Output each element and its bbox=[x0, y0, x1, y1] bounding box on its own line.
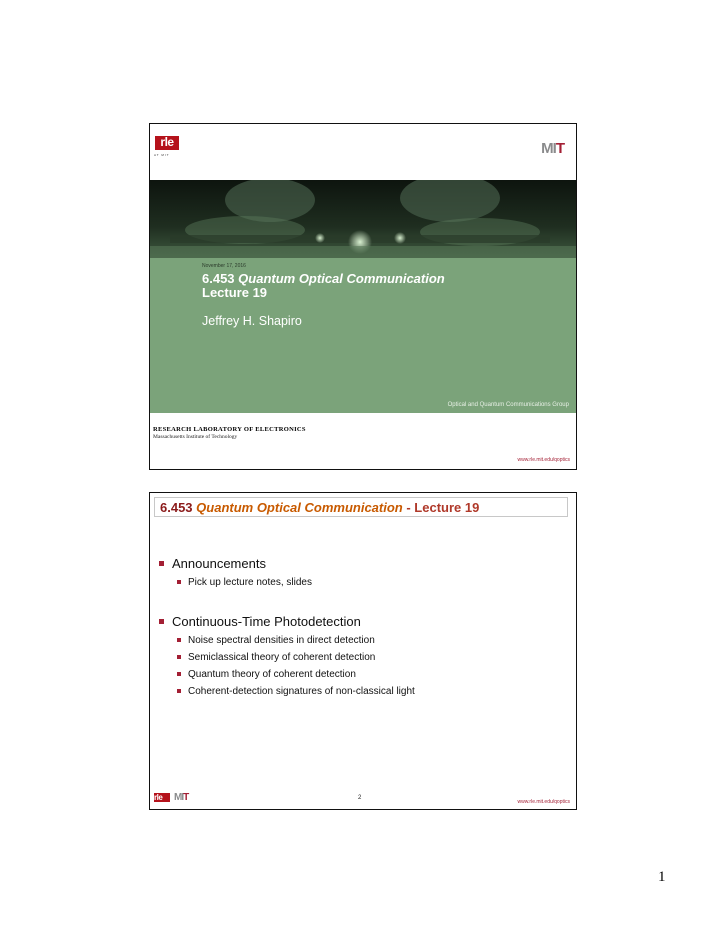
outline-section bbox=[156, 614, 556, 697]
mit-logo-mi: MI bbox=[541, 140, 556, 157]
list-item: Coherent-detection signatures of non-classical light bbox=[172, 686, 556, 697]
footer-mit-logo bbox=[174, 792, 188, 803]
author: Jeffrey H. Shapiro bbox=[202, 314, 302, 328]
title-course: 6.453 bbox=[160, 500, 197, 515]
mit-logo-t: T bbox=[555, 140, 564, 157]
course-name: Quantum Optical Communication bbox=[238, 271, 445, 286]
lecture-number: Lecture 19 bbox=[202, 285, 268, 300]
lab-name: RESEARCH LABORATORY OF ELECTRONICS bbox=[153, 426, 306, 433]
lab-footer bbox=[153, 426, 306, 440]
lecture-title bbox=[202, 272, 445, 300]
list-item: Semiclassical theory of coherent detection bbox=[172, 652, 556, 663]
page-number: 1 bbox=[658, 869, 666, 885]
list-item: Noise spectral densities in direct detection bbox=[172, 635, 556, 646]
section-items bbox=[172, 635, 556, 697]
group-name: Optical and Quantum Communications Group bbox=[447, 402, 569, 408]
slide-title bbox=[160, 500, 479, 515]
slide-title-box bbox=[154, 497, 568, 517]
title-lecture: - Lecture 19 bbox=[402, 500, 480, 515]
lecture-date: November 17, 2016 bbox=[202, 263, 246, 269]
title-course-name: Quantum Optical Communication bbox=[196, 500, 403, 515]
section-heading: Announcements bbox=[172, 556, 266, 571]
title-slide bbox=[149, 123, 577, 470]
outline-list bbox=[156, 556, 556, 703]
rle-logo: rle bbox=[155, 136, 179, 150]
title-panel bbox=[150, 258, 576, 413]
institute-name: Massachusetts Institute of Technology bbox=[153, 434, 238, 440]
lab-photo-graphic bbox=[150, 180, 576, 258]
section-items bbox=[172, 577, 556, 588]
outline-slide bbox=[149, 492, 577, 810]
footer-mit-t: T bbox=[183, 792, 189, 803]
footer-rle-logo: rle bbox=[154, 793, 170, 802]
slide-number: 2 bbox=[358, 795, 362, 801]
list-item: Quantum theory of coherent detection bbox=[172, 669, 556, 680]
mit-logo bbox=[541, 140, 564, 157]
website-link[interactable]: www.rle.mit.edu/qoptics bbox=[517, 457, 570, 463]
outline-section bbox=[156, 556, 556, 588]
list-item: Pick up lecture notes, slides bbox=[172, 577, 556, 588]
spacer bbox=[156, 594, 556, 614]
website-link[interactable]: www.rle.mit.edu/qoptics bbox=[517, 799, 570, 805]
lab-photo bbox=[150, 180, 576, 258]
rle-logo-subtitle: AT MIT bbox=[154, 153, 170, 157]
footer-mit-mi: MI bbox=[174, 792, 184, 803]
course-number: 6.453 bbox=[202, 271, 239, 286]
section-heading: Continuous-Time Photodetection bbox=[172, 614, 361, 629]
